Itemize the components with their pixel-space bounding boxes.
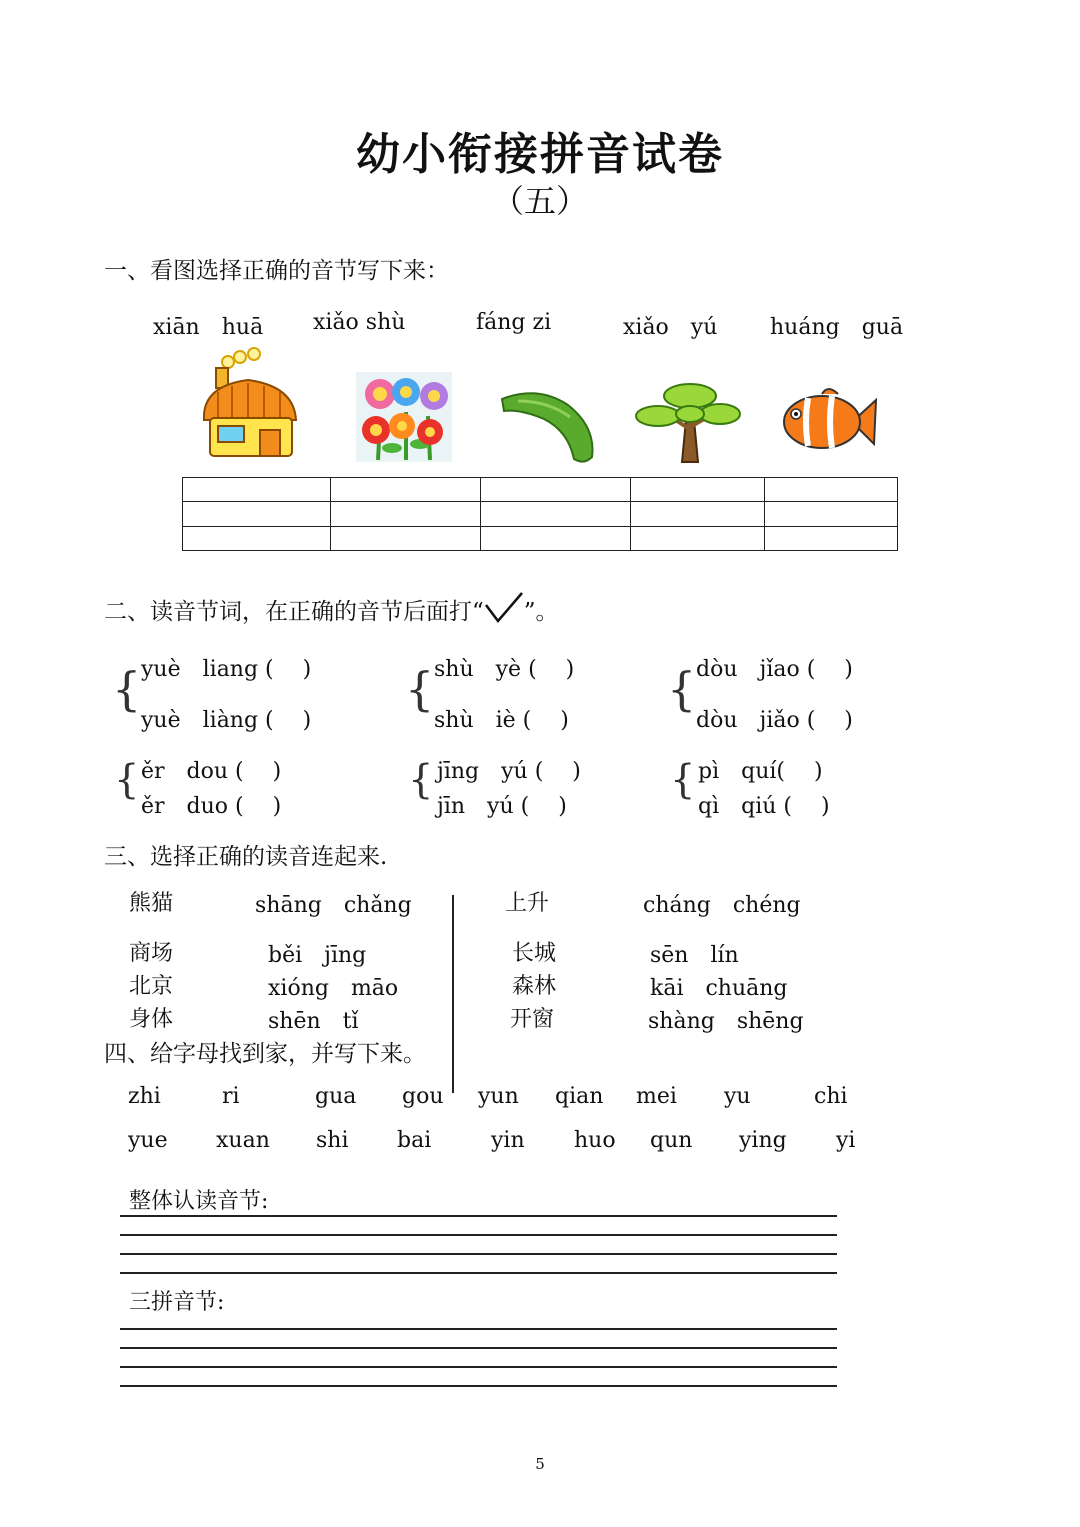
writing-line[interactable] <box>120 1328 837 1330</box>
syllable-item: huo <box>574 1128 616 1153</box>
column-divider <box>452 895 454 1093</box>
brace-icon: { <box>114 757 140 803</box>
pinyin-option: dòu jǐao ( ) <box>696 657 853 682</box>
syllable-item: gua <box>315 1084 357 1109</box>
word-item: 上升 <box>505 891 550 916</box>
brace-icon: { <box>670 757 696 803</box>
pinyin-item: xióng māo <box>268 976 399 1001</box>
house-icon <box>196 348 306 463</box>
syllable-option: xiǎo yú <box>623 315 718 340</box>
pinyin-option: jīn yú ( ) <box>437 794 567 819</box>
flowers-icon <box>356 372 452 462</box>
syllable-option: fáng zi <box>476 310 552 335</box>
page-subtitle: （五） <box>491 182 588 220</box>
pinyin-item: kāi chuāng <box>650 976 788 1001</box>
syllable-item: yin <box>491 1128 525 1153</box>
pinyin-option: ěr dou ( ) <box>141 759 282 784</box>
cucumber-icon <box>498 385 602 465</box>
syllable-item: mei <box>636 1084 677 1109</box>
pinyin-option: shù yè ( ) <box>434 657 575 682</box>
pinyin-option: pì quí( ) <box>698 759 823 784</box>
syllable-option: xiān huā <box>153 315 264 340</box>
syllable-item: chi <box>814 1084 848 1109</box>
syllable-item: yu <box>724 1084 751 1109</box>
writing-line[interactable] <box>120 1253 837 1255</box>
pinyin-option: yuè liang ( ) <box>141 657 312 682</box>
syllable-item: qian <box>555 1084 604 1109</box>
syllable-item: zhi <box>128 1084 161 1109</box>
checkmark-icon <box>484 593 524 623</box>
pinyin-item: cháng chéng <box>643 893 801 918</box>
syllable-option: xiǎo shù <box>313 310 406 335</box>
pinyin-option: dòu jiǎo ( ) <box>696 708 853 733</box>
syllable-item: bai <box>397 1128 432 1153</box>
pinyin-item: běi jīng <box>268 943 367 968</box>
syllable-item: ying <box>739 1128 787 1153</box>
brace-icon: { <box>667 662 697 716</box>
brace-icon: { <box>405 662 435 716</box>
section3-heading: 三、选择正确的读音连起来. <box>104 844 388 870</box>
pinyin-option: shù iè ( ) <box>434 708 569 733</box>
syllable-item: shi <box>316 1128 349 1153</box>
answer-table[interactable] <box>182 477 898 551</box>
syllable-item: ri <box>222 1084 240 1109</box>
answer-label: 三拼音节: <box>129 1290 225 1315</box>
page-number: 5 <box>535 1455 545 1473</box>
pinyin-option: jīng yú ( ) <box>437 759 581 784</box>
word-item: 森林 <box>512 974 557 999</box>
pinyin-item: shàng shēng <box>648 1009 804 1034</box>
syllable-item: xuan <box>216 1128 270 1153</box>
pinyin-option: yuè liàng ( ) <box>141 708 312 733</box>
brace-icon: { <box>112 662 142 716</box>
syllable-item: yun <box>478 1084 519 1109</box>
word-item: 身体 <box>129 1007 174 1032</box>
section1-heading: 一、看图选择正确的音节写下来： <box>104 258 449 284</box>
syllable-item: yue <box>128 1128 168 1153</box>
pinyin-item: shēn tǐ <box>268 1009 359 1034</box>
pinyin-item: sēn lín <box>650 943 739 968</box>
syllable-item: qun <box>650 1128 693 1153</box>
word-item: 北京 <box>129 974 174 999</box>
pinyin-option: ěr duo ( ) <box>141 794 282 819</box>
tree-icon <box>636 380 740 465</box>
writing-line[interactable] <box>120 1347 837 1349</box>
section4-heading: 四、给字母找到家，并写下来。 <box>104 1041 426 1067</box>
word-item: 长城 <box>512 941 557 966</box>
writing-line[interactable] <box>120 1215 837 1217</box>
page-title: 幼小衔接拼音试卷 <box>356 129 724 180</box>
writing-line[interactable] <box>120 1385 837 1387</box>
brace-icon: { <box>408 757 434 803</box>
word-item: 熊猫 <box>129 891 174 916</box>
word-item: 开窗 <box>510 1007 555 1032</box>
writing-line[interactable] <box>120 1234 837 1236</box>
pinyin-option: qì qiú ( ) <box>698 794 830 819</box>
word-item: 商场 <box>129 941 174 966</box>
writing-line[interactable] <box>120 1366 837 1368</box>
pinyin-item: shāng chǎng <box>255 893 412 918</box>
section2-heading: 二、读音节词，在正确的音节后面打“ ”。 <box>104 593 559 626</box>
syllable-item: gou <box>402 1084 444 1109</box>
answer-label: 整体认读音节: <box>129 1189 269 1214</box>
writing-line[interactable] <box>120 1272 837 1274</box>
fish-icon <box>782 382 878 462</box>
syllable-option: huáng guā <box>770 315 904 340</box>
syllable-item: yi <box>836 1128 856 1153</box>
